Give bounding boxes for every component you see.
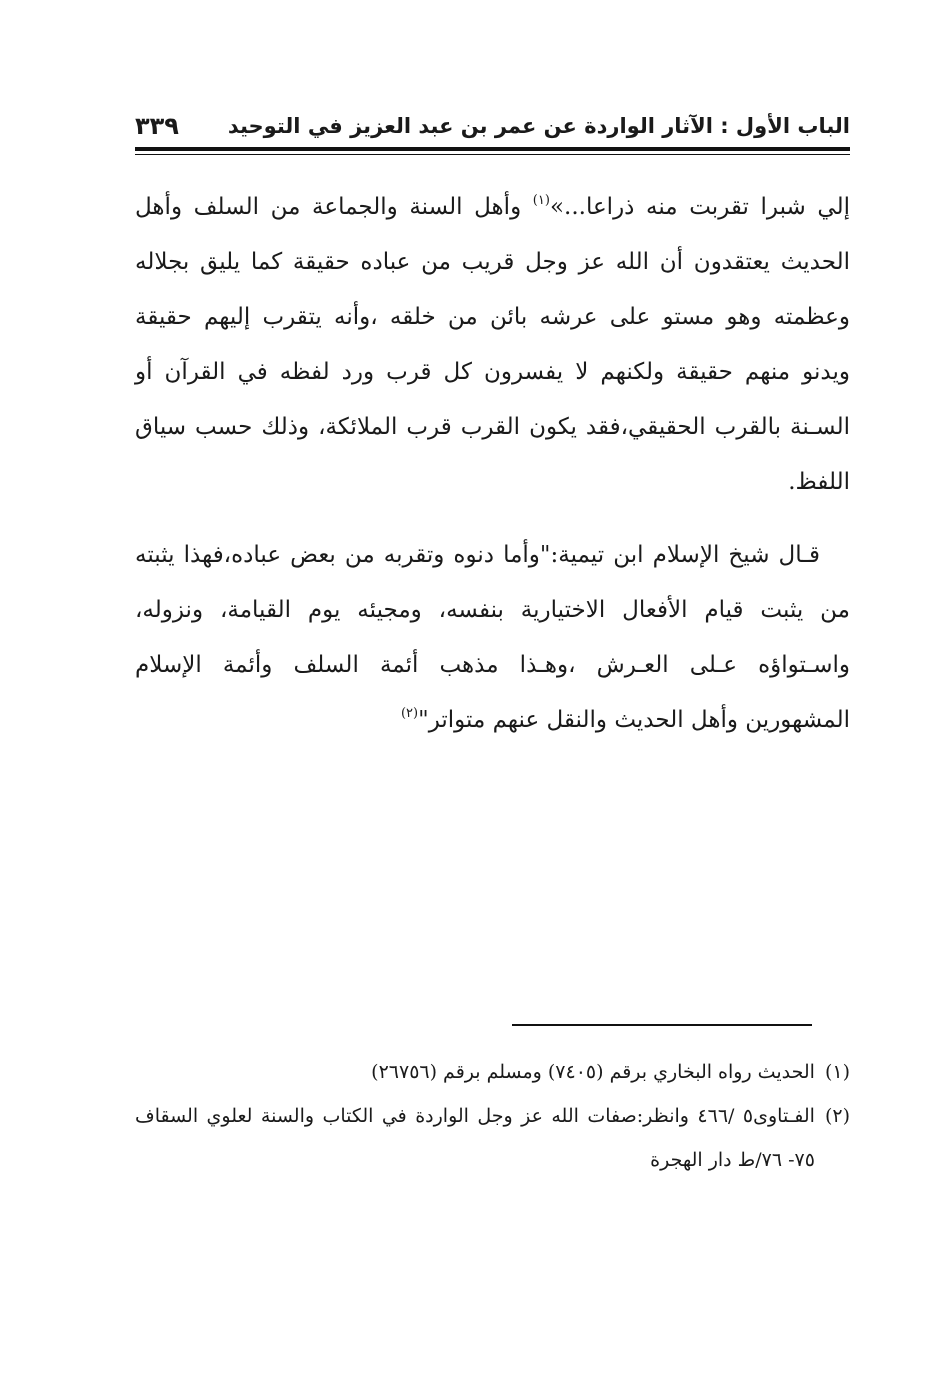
footnote-text: الفـتاوى٥ /٤٦٦ وانظر:صفات الله عز وجل الواردة في الكتاب والسنة لعلوي السقاف ٧٥- ٧٦/ط دار الهجرة <box>135 1105 815 1171</box>
footnote-1 <box>135 1050 850 1094</box>
header-rule-thick <box>135 147 850 151</box>
footnote-ref-2: (٢) <box>400 706 419 721</box>
footnote-number: (٢) <box>824 1105 850 1127</box>
footnote-text: الحديث رواه البخاري برقم (٧٤٠٥) ومسلم برقم (٢٦٧٥٦) <box>371 1061 815 1083</box>
paragraph-2 <box>135 528 850 748</box>
main-text <box>135 180 850 748</box>
paragraph-1-rest: وأهل السنة والجماعة من السلف وأهل الحديث يعتقدون أن الله عز وجل قريب من عباده حقيقة كما يليق بجلاله وعظمته وهو مستو على عرشه بائن من خلقه ،وأنه يتقرب إليهم حقيقة ويدنو منهم حقيقة ولكنهم لا يفسرون كل قرب ورد لفظه في القرآن أو السـنة بالقرب الحقيقي،فقد يكون القرب قرب الملائكة، وذلك حسب سياق اللفظ. <box>135 194 850 495</box>
footnote-ref-1: (١) <box>532 193 550 208</box>
footnotes <box>135 1050 850 1182</box>
header-rule-thin <box>135 154 850 155</box>
paragraph-1-start: إلي شبرا تقربت منه ذراعا...» <box>549 194 850 220</box>
page-number: ٣٣٩ <box>135 112 179 140</box>
paragraph-2-text: قـال شيخ الإسلام ابن تيمية:"وأما دنوه وتقربه من بعض عباده،فهذا يثبته من يثبت قيام الأفعال الاختيارية بنفسه، ومجيئه يوم القيامة، ونزوله، واسـتواؤه عـلى العـرش ،وهـذا مذهب أئمة السلف وأئمة الإسلام المشهورين وأهل الحديث والنقل عنهم متواتر" <box>135 542 850 733</box>
footnote-separator <box>512 1024 812 1026</box>
running-header <box>135 108 850 148</box>
paragraph-1 <box>135 180 850 510</box>
footnote-number: (١) <box>824 1061 850 1083</box>
footnote-2 <box>135 1094 850 1182</box>
chapter-title: الباب الأول : الآثار الواردة عن عمر بن عبد العزيز في التوحيد <box>227 114 850 138</box>
